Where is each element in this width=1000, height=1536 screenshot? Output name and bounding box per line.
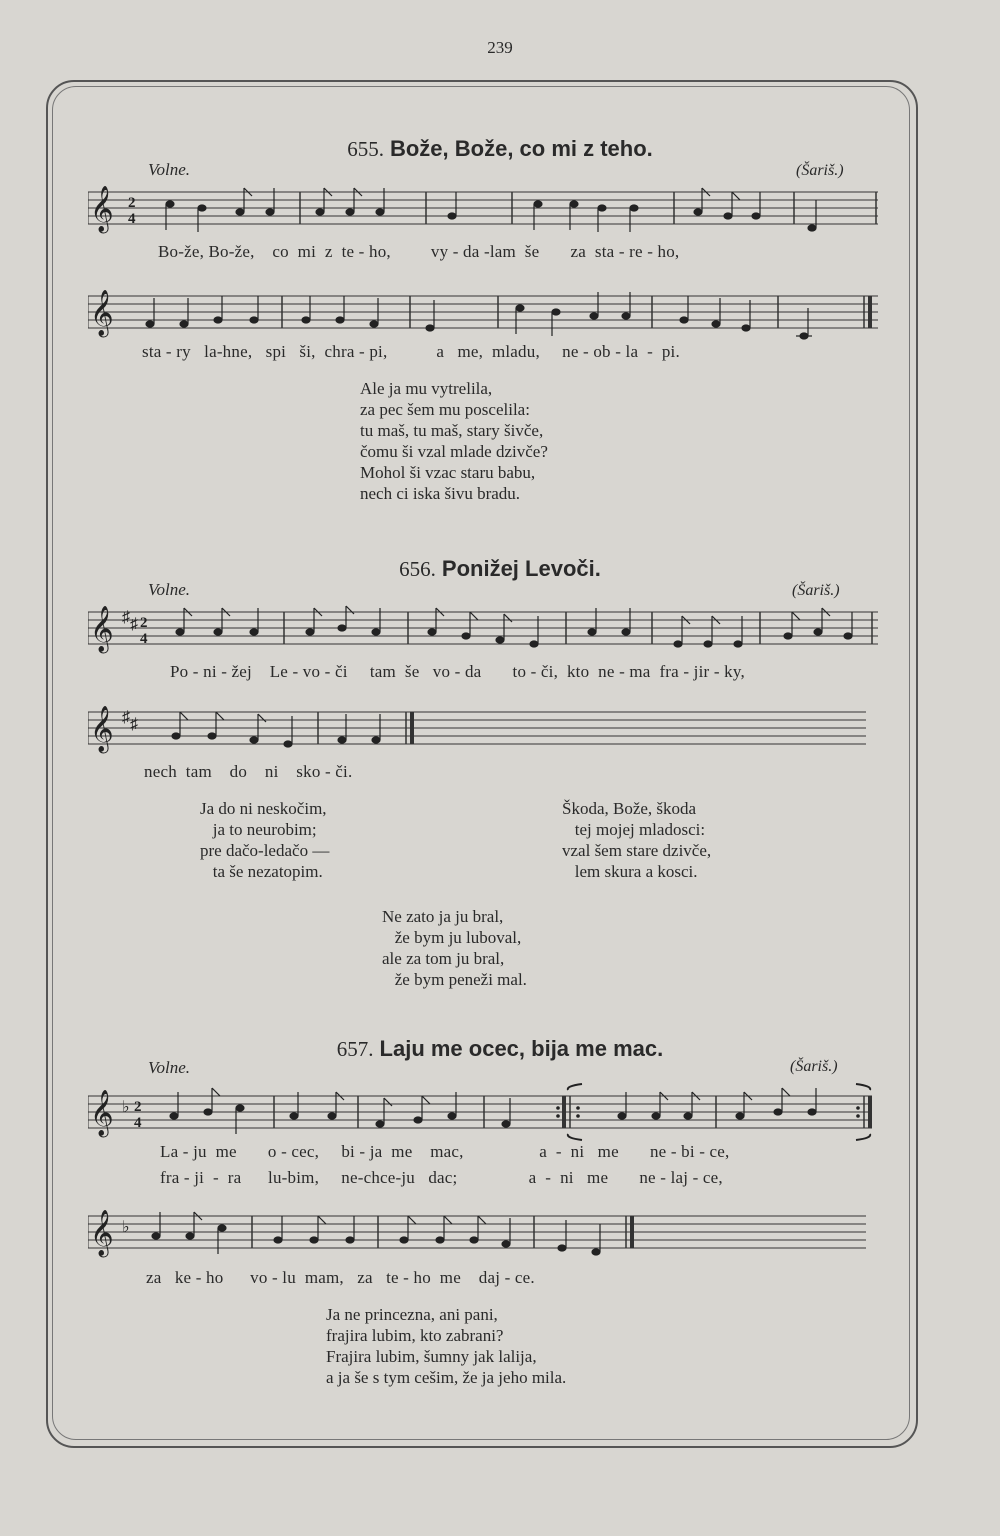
verse-block: [326, 1304, 566, 1388]
verse-line: lem skura a kosci.: [562, 862, 698, 881]
svg-text:4: 4: [134, 1115, 142, 1131]
verse-line: Frajira lubim, šumny jak lalija,: [326, 1347, 537, 1366]
verse-line: Ja ne princezna, ani pani,: [326, 1305, 498, 1324]
verse-line: frajira lubim, kto zabrani?: [326, 1326, 504, 1345]
tempo-marking: Volne.: [148, 1058, 191, 1077]
lyrics-line: nech tam do ni sko - či.: [144, 762, 353, 781]
tempo-marking: Volne.: [148, 160, 191, 179]
verse-line: Mohol ši vzac staru babu,: [360, 463, 536, 482]
svg-text:♯: ♯: [122, 609, 130, 626]
region-marking: (Šariš.): [796, 162, 844, 179]
music-staff-655-2: [88, 286, 888, 346]
verse-line: tu maš, tu maš, stary šivče,: [360, 421, 544, 440]
verse-block: [562, 798, 711, 882]
verse-line: ja to neurobim;: [200, 820, 317, 839]
song-name: Laju me ocec, bija me mac.: [379, 1036, 664, 1061]
verse-block: [200, 798, 329, 882]
verse-line: Ne zato ja ju bral,: [382, 907, 504, 926]
song-name: Ponižej Levoči.: [441, 556, 601, 581]
music-staff-656-1: [88, 602, 888, 662]
svg-text:2: 2: [140, 615, 148, 631]
verse-line: vzal šem stare dzivče,: [562, 841, 712, 860]
verse-line: Ale ja mu vytrelila,: [360, 379, 493, 398]
song-title-655: [0, 136, 1000, 162]
svg-text:♭: ♭: [122, 1099, 130, 1116]
song-title-656: [0, 556, 1000, 582]
verse-line: pre dačo-ledačo —: [200, 841, 330, 860]
region-marking: (Šariš.): [790, 1058, 838, 1075]
svg-text:♯: ♯: [130, 616, 138, 633]
music-staff-655-1: [88, 182, 888, 242]
svg-text:♭: ♭: [122, 1219, 130, 1236]
music-staff-657-2: [88, 1206, 888, 1266]
verse-line: za pec šem mu poscelila:: [360, 400, 530, 419]
svg-text:2: 2: [134, 1099, 142, 1115]
verse-line: Ja do ni neskočim,: [200, 799, 327, 818]
svg-text:2: 2: [128, 195, 136, 211]
verse-line: ale za tom ju bral,: [382, 949, 505, 968]
music-staff-656-2: [88, 702, 888, 762]
page-number: 239: [487, 38, 513, 57]
svg-text:𝄞: 𝄞: [90, 1090, 114, 1136]
verse-line: že bym peneži mal.: [382, 970, 527, 989]
svg-text:𝄞: 𝄞: [90, 606, 114, 652]
svg-text:4: 4: [128, 211, 136, 227]
verse-line: tej mojej mladosci:: [562, 820, 706, 839]
lyrics-line: Bo-že, Bo-že, co mi z te - ho, vy - da -lam še za sta - re - ho,: [158, 242, 680, 261]
svg-text:𝄞: 𝄞: [90, 706, 114, 752]
svg-text:𝄞: 𝄞: [90, 186, 114, 232]
lyrics-line: sta - ry la-hne, spi ši, chra - pi, a me, mladu, ne - ob - la - pi.: [142, 342, 680, 361]
svg-text:♯: ♯: [122, 709, 130, 726]
verse-line: Škoda, Bože, škoda: [562, 799, 697, 818]
lyrics-line: za ke - ho vo - lu mam, za te - ho me daj - ce.: [146, 1268, 535, 1287]
verse-line: nech ci iska šivu bradu.: [360, 484, 521, 503]
song-number: 655.: [347, 137, 384, 161]
song-number: 656.: [399, 557, 436, 581]
song-number: 657.: [336, 1037, 374, 1061]
lyrics-line: Po - ni - žej Le - vo - či tam še vo - da to - či, kto ne - ma fra - jir - ky,: [170, 662, 745, 681]
lyrics-line: fra - ji - ra lu-bim, ne-chce-ju dac; a - ni me ne - laj - ce,: [160, 1168, 723, 1187]
verse-block: [360, 378, 548, 504]
verse-line: čomu ši vzal mlade dzivče?: [360, 442, 548, 461]
svg-text:♯: ♯: [130, 716, 138, 733]
svg-text:𝄞: 𝄞: [90, 290, 114, 336]
tempo-marking: Volne.: [148, 580, 191, 599]
lyrics-line: La - ju me o - cec, bi - ja me mac, a - ni me ne - bi - ce,: [160, 1142, 730, 1161]
verse-line: a ja še s tym cešim, že ja jeho mila.: [326, 1368, 567, 1387]
verse-line: že bym ju luboval,: [382, 928, 522, 947]
music-staff-657-1: [88, 1082, 888, 1148]
svg-text:𝄞: 𝄞: [90, 1210, 114, 1256]
verse-block: [382, 906, 527, 990]
region-marking: (Šariš.): [792, 582, 840, 599]
verse-line: ta še nezatopim.: [200, 862, 323, 881]
song-name: Bože, Bože, co mi z teho.: [389, 136, 653, 161]
svg-text:4: 4: [140, 631, 148, 647]
